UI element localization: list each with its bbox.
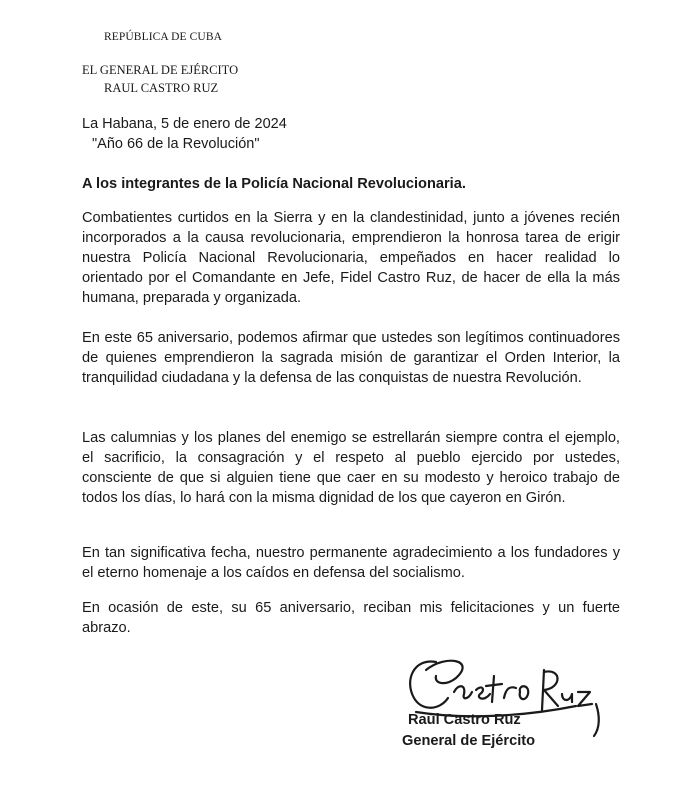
paragraph: En ocasión de este, su 65 aniversario, reciban mis felicitaciones y un fuerte abrazo. [82,600,620,636]
paragraph: En tan significativa fecha, nuestro permanente agradecimiento a los fundadores y el eterno homenaje a los caídos en defensa del socialismo. [82,545,620,581]
paragraph: En este 65 aniversario, podemos afirmar que ustedes son legítimos continuadores de quienes emprendieron la sagrada misión de garantizar el Orden Interior, la tranquilidad ciudadana y la defensa de las conquistas de nuestra Revolución. [82,330,620,386]
salutation: A los integrantes de la Policía Nacional Revolucionaria. [82,176,466,192]
year-motto: "Año 66 de la Revolución" [92,136,260,152]
signatory-name: Raúl Castro Ruz [408,712,521,728]
letterhead-country: REPÚBLICA DE CUBA [104,31,222,43]
signatory-title: General de Ejército [402,733,536,749]
letterhead-rank: EL GENERAL DE EJÉRCITO [82,63,239,77]
paragraph: Las calumnias y los planes del enemigo se estrellarán siempre contra el ejemplo, el sacrificio, la consagración y el respeto al pueblo ejercido por ustedes, consciente de que si alguien tiene que caer en su modesto y heroico trabajo de todos los días, lo hará con la misma dignidad de los que cayeron en Girón. [82,430,620,506]
place-date: La Habana, 5 de enero de 2024 [82,116,287,132]
paragraph: Combatientes curtidos en la Sierra y en la clandestinidad, junto a jóvenes recién incorporados a la causa revolucionaria, emprendieron la honrosa tarea de erigir nuestra Policía Nacional Revolucionaria, empeñados en hacer realidad lo orientado por el Comandante en Jefe, Fidel Castro Ruz, de hacer de ella la más humana, preparada y organizada. [82,210,620,306]
letterhead-name: RAUL CASTRO RUZ [104,81,219,95]
